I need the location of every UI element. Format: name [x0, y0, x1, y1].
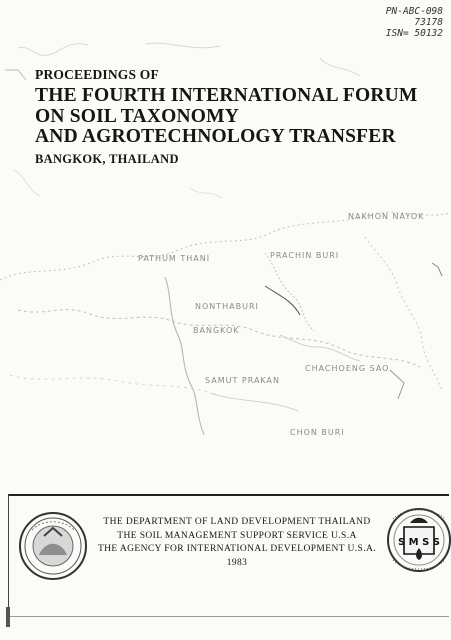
handwritten-note: 73178	[414, 17, 443, 28]
credit-line: THE AGENCY FOR INTERNATIONAL DEVELOPMENT U.S.A.	[97, 544, 377, 554]
credit-line: THE DEPARTMENT OF LAND DEVELOPMENT THAILAND	[103, 517, 371, 527]
publication-year: 1983	[226, 557, 248, 568]
document-title	[35, 86, 418, 148]
handwritten-note: PN-ABC-098	[385, 6, 443, 17]
map-label: SAMUT PRAKAN	[205, 376, 280, 385]
agency-smss-seal-icon	[381, 502, 451, 578]
title-line: THE FOURTH INTERNATIONAL FORUM	[35, 85, 418, 106]
map-label: CHACHOENG SAO	[305, 364, 390, 373]
svg-text:S M S S: S M S S	[397, 537, 441, 548]
publisher-credits-box	[8, 494, 449, 613]
handwritten-note: ISN= 50132	[385, 28, 443, 39]
map-label: PATHUM THANI	[138, 254, 211, 263]
binding-mark	[6, 607, 10, 627]
location: BANGKOK, THAILAND	[35, 152, 179, 166]
credits-list	[91, 516, 383, 570]
map-label: PRACHIN BURI	[270, 251, 340, 260]
credit-line: THE SOIL MANAGEMENT SUPPORT SERVICE U.S.A	[117, 530, 357, 541]
land-development-seal-icon	[17, 510, 89, 582]
title-line: AND AGROTECHNOLOGY TRANSFER	[35, 126, 396, 147]
title-line: ON SOIL TAXONOMY	[35, 105, 240, 127]
map-label: NAKHON NAYOK	[348, 212, 425, 221]
handwritten-reference-notes	[325, 6, 443, 39]
map-label: BANGKOK	[193, 326, 240, 335]
series-label: PROCEEDINGS OF	[35, 67, 159, 82]
background-map	[0, 185, 451, 485]
map-label: NONTHABURI	[195, 302, 259, 311]
map-lines	[0, 185, 451, 485]
map-label: CHON BURI	[290, 428, 345, 437]
